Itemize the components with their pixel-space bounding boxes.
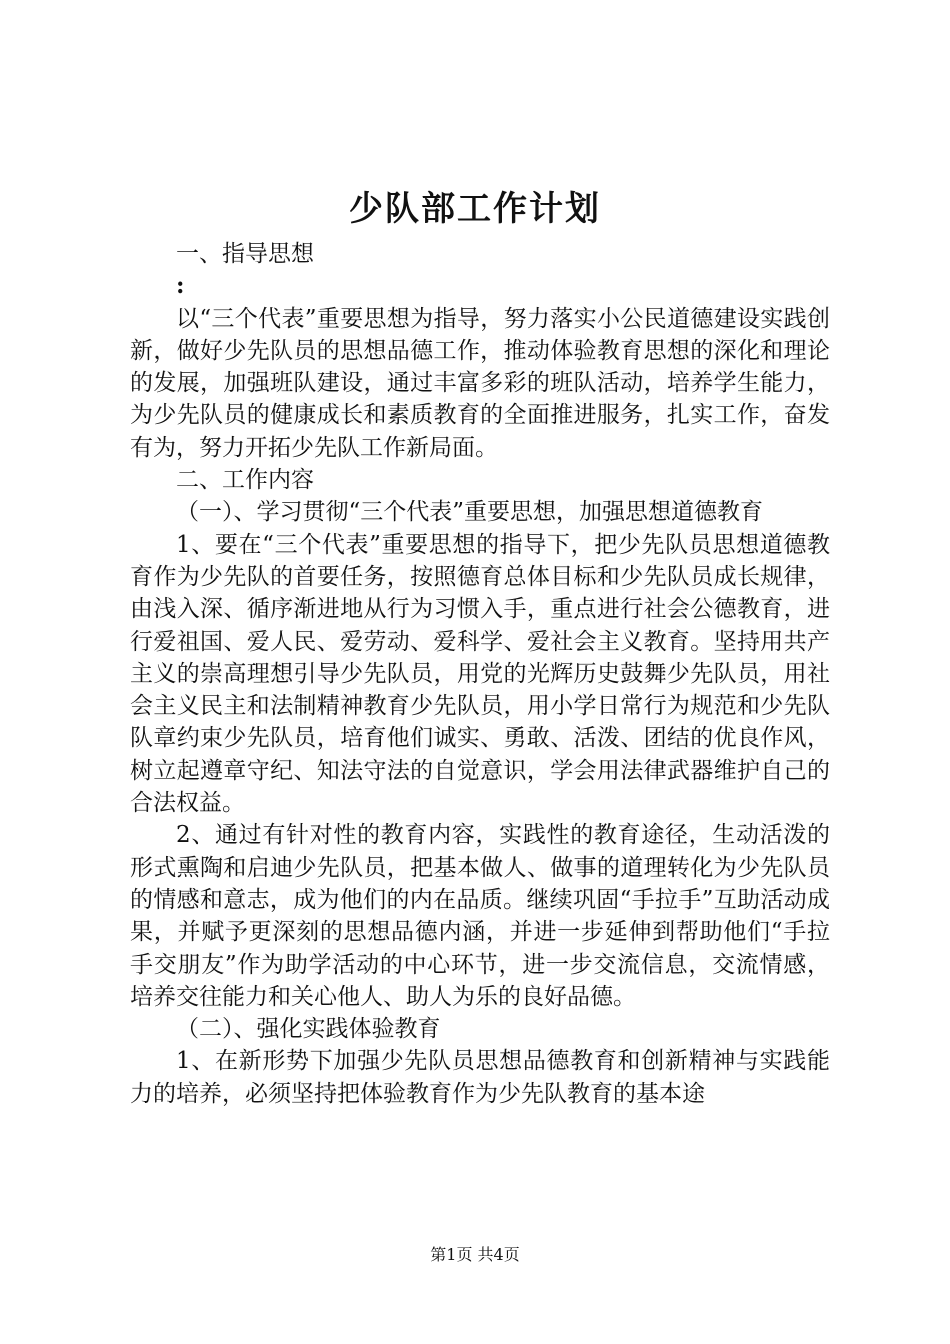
document-title: 少队部工作计划 (349, 189, 601, 229)
colon-line: : (176, 272, 185, 300)
heading-guiding-thought: 一、指导思想 (176, 241, 314, 267)
subheading-practice-education: （二）、强化实践体验教育 (176, 1016, 441, 1043)
page-footer: 第1页 共4页 (430, 1245, 520, 1264)
paragraph-practice-item-1: 1、在新形势下加强少先队员思想品德教育和创新精神与实践能力的培养，必须坚持把体验教育作为少先队教育的基本途 (130, 1048, 830, 1107)
paragraph-item-2: 2、通过有针对性的教育内容，实践性的教育途径，生动活泼的形式熏陶和启迪少先队员，把基本做人、做事的道理转化为少先队员的情感和意志，成为他们的内在品质。继续巩固“手拉手”互助活动成果，并赋予更深刻的思想品德内涵，并进一步延伸到帮助他们“手拉手交朋友”作为助学活动的中心环节，进一步交流信息，交流情感，培养交往能力和关心他人、助人为乐的良好品德。 (130, 822, 830, 1010)
paragraph-item-1: 1、要在“三个代表”重要思想的指导下，把少先队员思想道德教育作为少先队的首要任务，按照德育总体目标和少先队员成长规律，由浅入深、循序渐进地从行为习惯入手，重点进行社会公德教育，进行爱祖国、爱人民、爱劳动、爱科学、爱社会主义教育。坚持用共产主义的崇高理想引导少先队员，用党的光辉历史鼓舞少先队员，用社会主义民主和法制精神教育少先队员，用小学日常行为规范和少先队队章约束少先队员，培育他们诚实、勇敢、活泼、团结的优良作风，树立起遵章守纪、知法守法的自觉意识，学会用法律武器维护自己的合法权益。 (130, 531, 830, 817)
subheading-moral-education: （一）、学习贯彻“三个代表”重要思想，加强思想道德教育 (176, 499, 764, 526)
paragraph-guiding-thought: 以“三个代表”重要思想为指导，努力落实小公民道德建设实践创新，做好少先队员的思想品德工作，推动体验教育思想的深化和理论的发展，加强班队建设，通过丰富多彩的班队活动，培养学生能力，为少先队员的健康成长和素质教育的全面推进服务，扎实工作，奋发有为，努力开拓少先队工作新局面。 (130, 305, 830, 461)
heading-work-content: 二、工作内容 (176, 467, 314, 494)
document-body (130, 238, 830, 1110)
